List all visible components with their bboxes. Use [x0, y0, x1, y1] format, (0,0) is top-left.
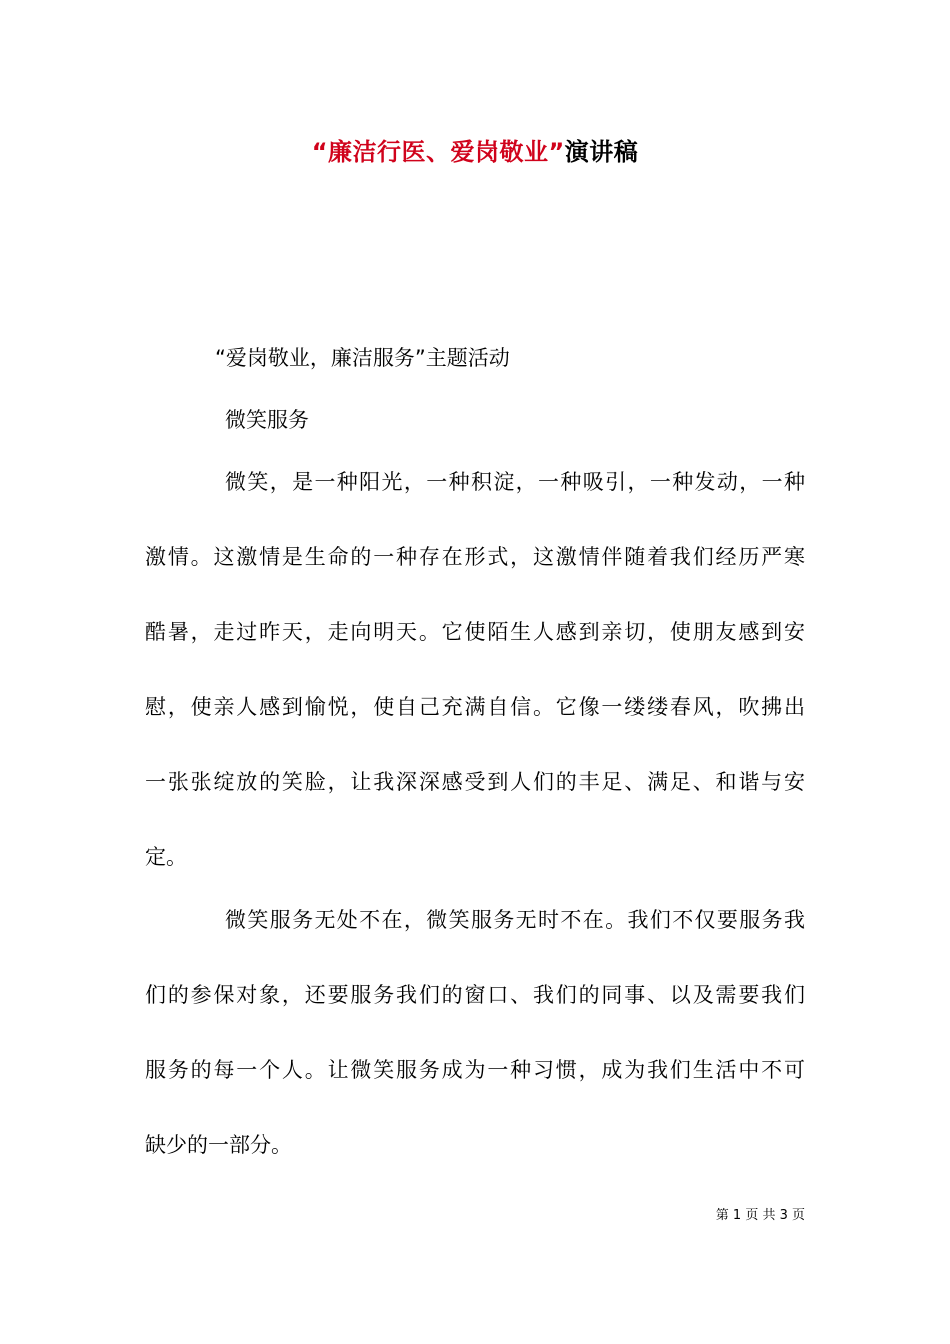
paragraph-line: 酷暑，走过昨天，走向明天。它使陌生人感到亲切，使朋友感到安	[145, 620, 805, 644]
paragraph-line: 们的参保对象，还要服务我们的窗口、我们的同事、以及需要我们	[145, 983, 805, 1007]
paragraph-line: 服务的每一个人。让微笑服务成为一种习惯，成为我们生活中不可	[145, 1058, 805, 1082]
paragraph-line: 一张张绽放的笑脸，让我深深感受到人们的丰足、满足、和谐与安	[145, 770, 805, 794]
subtitle: “爱岗敬业，廉洁服务”主题活动	[215, 346, 510, 370]
paragraph-line: 定。	[145, 845, 187, 869]
page-number-footer: 第 1 页 共 3 页	[715, 1208, 805, 1223]
title-suffix: 演讲稿	[564, 138, 639, 166]
section-heading: 微笑服务	[225, 408, 309, 432]
title-highlight: “廉洁行医、爱岗敬业”	[311, 138, 565, 166]
paragraph-line: 微笑，是一种阳光，一种积淀，一种吸引，一种发动，一种	[225, 470, 805, 494]
paragraph-line: 慰，使亲人感到愉悦，使自己充满自信。它像一缕缕春风，吹拂出	[145, 695, 805, 719]
paragraph-line: 缺少的一部分。	[145, 1133, 292, 1157]
paragraph-line: 微笑服务无处不在，微笑服务无时不在。我们不仅要服务我	[225, 908, 805, 932]
document-title	[0, 132, 950, 167]
paragraph-line: 激情。这激情是生命的一种存在形式，这激情伴随着我们经历严寒	[145, 545, 805, 569]
